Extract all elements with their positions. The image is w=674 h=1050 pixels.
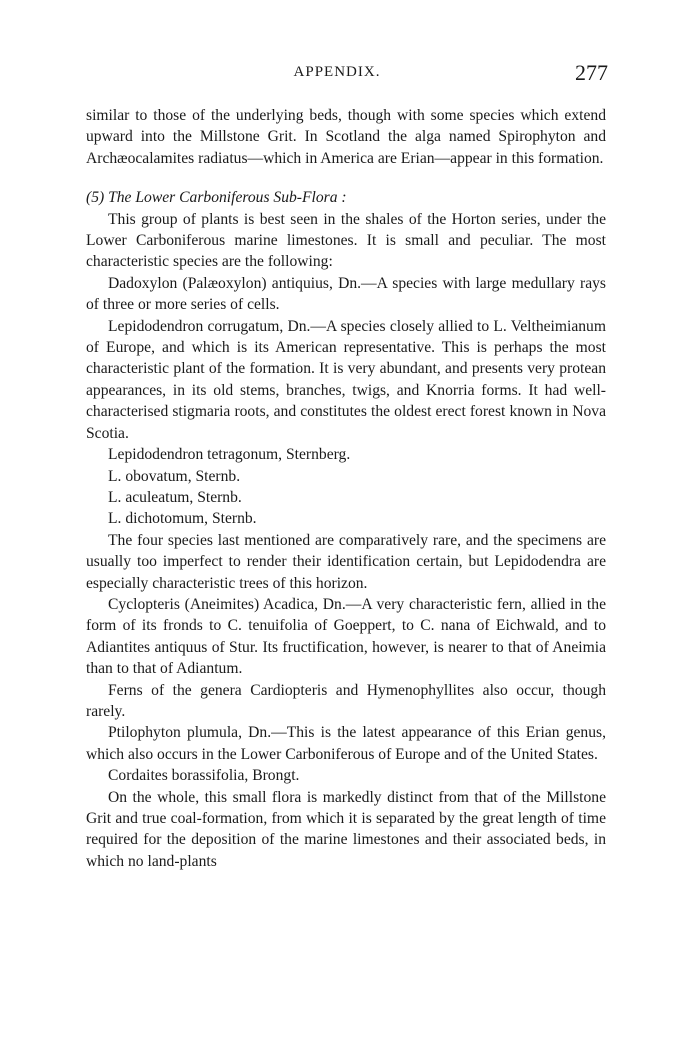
species-ptilophyton: Ptilophyton plumula, Dn.—This is the latest appearance of this Erian genus, which also occurs in the Lower Carboniferous of Europe and of the United States. [86,724,606,763]
body-text [86,105,606,872]
species-l-obovatum: L. obovatum, Sternb. [108,467,241,485]
species-cyclopteris: Cyclopteris (Aneimites) Acadica, Dn.—A very characteristic fern, allied in the form of its fronds to C. tenuifolia of Goeppert, to C. nana of Eichwald, and to Adiantites antiquus of Stur. Its fructification, however, is nearer to that of Aneimia than to that of Adiantum. [86,595,606,678]
species-lepidodendron-tetragonum: Lepidodendron tetragonum, Sternberg. [108,446,351,464]
species-l-dichotomum: L. dichotomum, Sternb. [108,510,257,528]
species-lepidodendron-corrugatum: Lepidodendron corrugatum, Dn.—A species closely allied to L. Veltheimianum of Europe, and which is its American representative. This is perhaps the most characteristic plant of the formation. It is very abundant, and presents very protean appearances, in its old stems, branches, twigs, and Knorria forms. It had well-characterised stigmaria roots, and constitutes the oldest erect forest known in Nova Scotia. [86,317,606,442]
species-cordaites: Cordaites borassifolia, Brongt. [108,767,300,785]
paragraph-intro: This group of plants is best seen in the shales of the Horton series, under the Lower Carboniferous marine limestones. It is small and peculiar. The most characteristic species are the following: [86,210,606,271]
page-header [0,62,674,88]
paragraph-continuation: similar to those of the underlying beds, though with some species which extend upward into the Millstone Grit. In Scotland the alga named Spirophyton and Archæocalamites radiatus—which in America are Erian—appear in this formation. [86,107,606,167]
paragraph-conclusion: On the whole, this small flora is markedly distinct from that of the Millstone Grit and true coal-formation, from which it is separated by the great length of time required for the deposition of the marine limestones and their associated beds, in which no land-plants [86,788,606,870]
page-number: 277 [575,60,608,85]
species-l-aculeatum: L. aculeatum, Sternb. [108,488,242,506]
species-dadoxylon: Dadoxylon (Palæoxylon) antiquius, Dn.—A species with large medullary rays of three or more series of cells. [86,274,606,314]
running-head: APPENDIX. [293,64,381,80]
section-heading: (5) The Lower Carboniferous Sub-Flora : [86,189,347,207]
paragraph-ferns: Ferns of the genera Cardiopteris and Hymenophyllites also occur, though rarely. [86,681,606,720]
paragraph-four-species: The four species last mentioned are comparatively rare, and the specimens are usually too imperfect to render their identification certain, but Lepidodendra are especially characteristic trees of this horizon. [86,531,606,592]
